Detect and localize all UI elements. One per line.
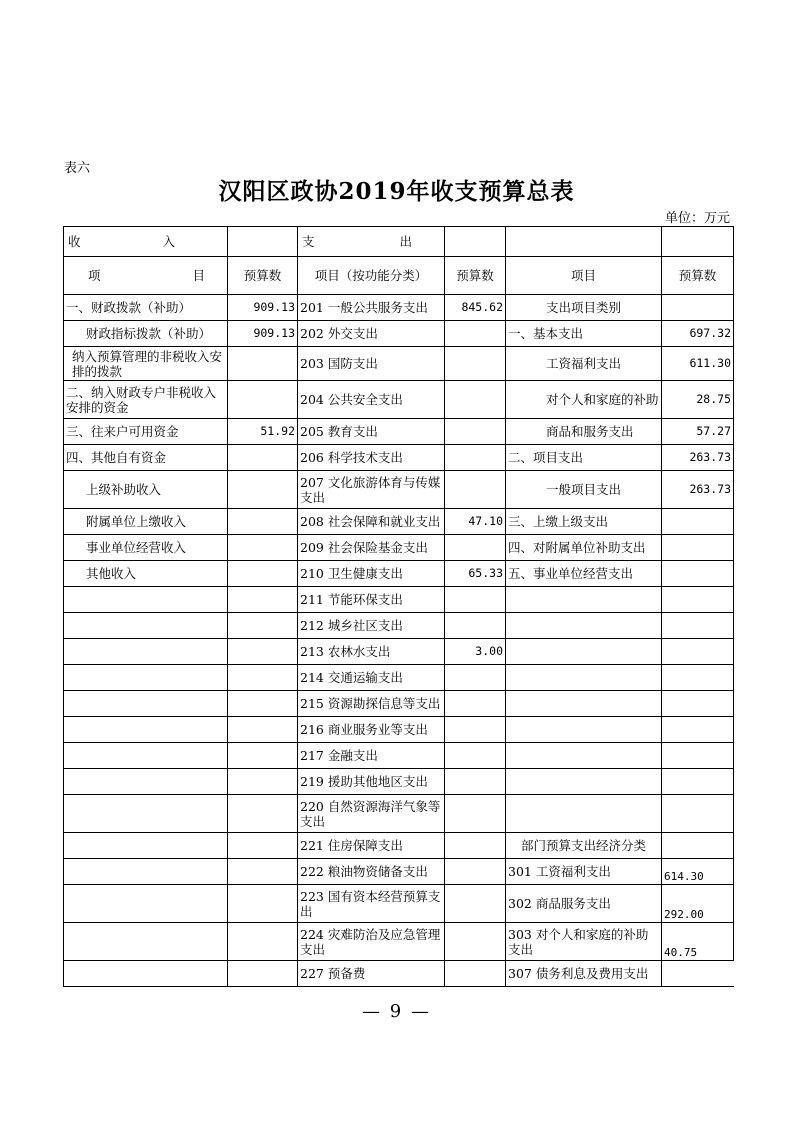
page-number: — 9 — — [362, 1001, 431, 1022]
row-func-value: 3.00 — [445, 639, 506, 665]
row-project-value: 57.27 — [662, 419, 734, 445]
row-project-value: 28.75 — [662, 381, 734, 419]
row-project-value — [662, 743, 734, 769]
row-func-item: 205 教育支出 — [298, 419, 445, 445]
row-func-value — [445, 321, 506, 347]
row-income-value — [228, 743, 298, 769]
row-func-value — [445, 691, 506, 717]
table-row — [64, 321, 734, 347]
row-income-value — [228, 691, 298, 717]
row-project-value — [662, 665, 734, 691]
row-income-item — [64, 691, 228, 717]
row-income-item: 上级补助收入 — [64, 471, 228, 509]
row-func-item: 208 社会保障和就业支出 — [298, 509, 445, 535]
row-income-item: 附属单位上缴收入 — [64, 509, 228, 535]
row-func-item: 215 资源勘探信息等支出 — [298, 691, 445, 717]
row-project-item: 二、项目支出 — [506, 445, 662, 471]
row-func-value — [445, 859, 506, 885]
header-item-char-2: 目 — [192, 268, 205, 283]
row-project-value — [662, 509, 734, 535]
row-func-item: 202 外交支出 — [298, 321, 445, 347]
row-income-item — [64, 665, 228, 691]
row-income-value — [228, 509, 298, 535]
row-project-item — [506, 795, 662, 833]
row-income-value — [228, 795, 298, 833]
row-project-value: 263.73 — [662, 445, 734, 471]
header-empty-2 — [445, 227, 506, 257]
row-income-value — [228, 665, 298, 691]
unit-label: 单位：万元 — [664, 211, 730, 226]
table-row — [64, 691, 734, 717]
table-row — [64, 535, 734, 561]
row-income-item — [64, 859, 228, 885]
row-project-value — [662, 795, 734, 833]
row-income-item — [64, 717, 228, 743]
row-func-value — [445, 535, 506, 561]
row-project-item: 工资福利支出 — [506, 347, 662, 381]
header-func-item: 项目（按功能分类） — [298, 257, 445, 295]
row-project-value: 611.30 — [662, 347, 734, 381]
row-func-value: 845.62 — [445, 295, 506, 321]
row-income-item — [64, 743, 228, 769]
header-item-char-1: 项 — [88, 268, 101, 283]
table-row — [64, 613, 734, 639]
row-income-item: 事业单位经营收入 — [64, 535, 228, 561]
table-row — [64, 859, 734, 885]
row-project-item: 三、上缴上级支出 — [506, 509, 662, 535]
row-income-item — [64, 613, 228, 639]
row-income-item: 财政指标拨款（补助） — [64, 321, 228, 347]
row-func-item: 220 自然资源海洋气象等支出 — [298, 795, 445, 833]
row-income-item — [64, 885, 228, 923]
row-income-value — [228, 445, 298, 471]
table-row — [64, 961, 734, 987]
row-func-value — [445, 795, 506, 833]
row-project-item — [506, 769, 662, 795]
row-project-item: 302 商品服务支出 — [506, 885, 662, 923]
row-func-item: 221 住房保障支出 — [298, 833, 445, 859]
row-income-item — [64, 587, 228, 613]
row-income-value — [228, 561, 298, 587]
row-income-item — [64, 795, 228, 833]
table-row — [64, 743, 734, 769]
row-func-item: 219 援助其他地区支出 — [298, 769, 445, 795]
row-income-value — [228, 885, 298, 923]
table-row — [64, 471, 734, 509]
row-income-item — [64, 639, 228, 665]
row-project-item: 商品和服务支出 — [506, 419, 662, 445]
row-income-value: 909.13 — [228, 295, 298, 321]
row-func-value — [445, 923, 506, 961]
row-project-item: 对个人和家庭的补助 — [506, 381, 662, 419]
row-project-value: 40.75 — [662, 923, 734, 961]
table-row — [64, 347, 734, 381]
row-project-value — [662, 295, 734, 321]
row-func-item: 222 粮油物资储备支出 — [298, 859, 445, 885]
table-row — [64, 509, 734, 535]
row-project-item — [506, 743, 662, 769]
table-row — [64, 717, 734, 743]
header-budget-1: 预算数 — [228, 257, 298, 295]
row-func-value — [445, 665, 506, 691]
row-income-value — [228, 471, 298, 509]
row-func-value — [445, 743, 506, 769]
row-project-item — [506, 717, 662, 743]
row-project-item: 303 对个人和家庭的补助支出 — [506, 923, 662, 961]
row-income-item — [64, 923, 228, 961]
row-func-item: 212 城乡社区支出 — [298, 613, 445, 639]
row-income-value — [228, 347, 298, 381]
table-row — [64, 587, 734, 613]
row-func-value — [445, 419, 506, 445]
row-income-item: 一、财政拨款（补助） — [64, 295, 228, 321]
row-func-item: 223 国有资本经营预算支出 — [298, 885, 445, 923]
row-func-value — [445, 961, 506, 987]
row-project-item: 301 工资福利支出 — [506, 859, 662, 885]
row-project-item — [506, 613, 662, 639]
row-project-value — [662, 769, 734, 795]
row-project-item — [506, 587, 662, 613]
row-func-value — [445, 587, 506, 613]
row-income-value: 51.92 — [228, 419, 298, 445]
row-project-item: 307 债务利息及费用支出 — [506, 961, 662, 987]
header-row-1 — [64, 227, 734, 257]
header-project: 项目 — [506, 257, 662, 295]
row-func-value — [445, 833, 506, 859]
table-row — [64, 419, 734, 445]
row-func-item: 201 一般公共服务支出 — [298, 295, 445, 321]
row-project-value: 263.73 — [662, 471, 734, 509]
row-income-value — [228, 587, 298, 613]
table-row — [64, 295, 734, 321]
row-income-item: 三、往来户可用资金 — [64, 419, 228, 445]
row-project-value — [662, 717, 734, 743]
row-func-item: 217 金融支出 — [298, 743, 445, 769]
row-income-value — [228, 859, 298, 885]
row-income-item: 四、其他自有资金 — [64, 445, 228, 471]
row-project-value: 292.00 — [662, 885, 734, 923]
row-project-item — [506, 691, 662, 717]
row-func-value — [445, 769, 506, 795]
row-income-item — [64, 833, 228, 859]
row-func-value — [445, 347, 506, 381]
row-income-value — [228, 639, 298, 665]
header-income — [64, 227, 228, 257]
header-expense-char-1: 支 — [302, 234, 315, 249]
row-project-item — [506, 639, 662, 665]
row-income-value — [228, 381, 298, 419]
row-project-value: 614.30 — [662, 859, 734, 885]
row-income-value — [228, 535, 298, 561]
row-income-value — [228, 961, 298, 987]
row-func-item: 213 农林水支出 — [298, 639, 445, 665]
table-label: 表六 — [64, 161, 91, 176]
row-project-value — [662, 587, 734, 613]
row-func-item: 207 文化旅游体育与传媒支出 — [298, 471, 445, 509]
row-income-value — [228, 923, 298, 961]
page-title: 汉阳区政协2019年收支预算总表 — [218, 178, 575, 205]
row-project-item — [506, 665, 662, 691]
row-income-value — [228, 613, 298, 639]
table-row — [64, 795, 734, 833]
row-func-item: 209 社会保险基金支出 — [298, 535, 445, 561]
table-row — [64, 833, 734, 859]
header-expense-char-2: 出 — [399, 234, 412, 249]
row-project-value — [662, 833, 734, 859]
table-row — [64, 381, 734, 419]
row-project-value — [662, 561, 734, 587]
row-func-value: 47.10 — [445, 509, 506, 535]
row-project-item: 四、对附属单位补助支出 — [506, 535, 662, 561]
table-row — [64, 665, 734, 691]
row-income-item: 其他收入 — [64, 561, 228, 587]
row-project-value — [662, 639, 734, 665]
header-row-2 — [64, 257, 734, 295]
row-income-item: 二、纳入财政专户非税收入安排的资金 — [64, 381, 228, 419]
header-expense — [298, 227, 445, 257]
table-row — [64, 639, 734, 665]
row-func-item: 224 灾难防治及应急管理支出 — [298, 923, 445, 961]
header-income-char-1: 收 — [68, 234, 81, 249]
row-func-item: 211 节能环保支出 — [298, 587, 445, 613]
row-income-value — [228, 769, 298, 795]
row-income-value: 909.13 — [228, 321, 298, 347]
row-income-item: 纳入预算管理的非税收入安排的拨款 — [64, 347, 228, 381]
header-empty-4 — [662, 227, 734, 257]
row-project-item: 五、事业单位经营支出 — [506, 561, 662, 587]
header-budget-3: 预算数 — [662, 257, 734, 295]
row-func-item: 206 科学技术支出 — [298, 445, 445, 471]
row-func-value — [445, 613, 506, 639]
row-project-item: 部门预算支出经济分类 — [506, 833, 662, 859]
row-func-item: 204 公共安全支出 — [298, 381, 445, 419]
row-func-item: 227 预备费 — [298, 961, 445, 987]
row-func-value — [445, 445, 506, 471]
table-row — [64, 445, 734, 471]
row-income-item — [64, 961, 228, 987]
row-project-value — [662, 691, 734, 717]
row-func-item: 214 交通运输支出 — [298, 665, 445, 691]
row-income-value — [228, 833, 298, 859]
table-row — [64, 885, 734, 923]
row-project-item: 一般项目支出 — [506, 471, 662, 509]
row-income-item — [64, 769, 228, 795]
table-row — [64, 923, 734, 961]
row-project-item: 支出项目类别 — [506, 295, 662, 321]
row-func-item: 203 国防支出 — [298, 347, 445, 381]
row-func-item: 216 商业服务业等支出 — [298, 717, 445, 743]
row-func-value — [445, 885, 506, 923]
row-project-item: 一、基本支出 — [506, 321, 662, 347]
header-item — [64, 257, 228, 295]
table-row — [64, 769, 734, 795]
header-empty-1 — [228, 227, 298, 257]
table-row — [64, 561, 734, 587]
row-project-value — [662, 961, 734, 987]
row-project-value — [662, 535, 734, 561]
row-project-value — [662, 613, 734, 639]
row-func-value — [445, 471, 506, 509]
header-budget-2: 预算数 — [445, 257, 506, 295]
row-project-value: 697.32 — [662, 321, 734, 347]
header-income-char-2: 入 — [162, 234, 175, 249]
header-empty-3 — [506, 227, 662, 257]
row-func-value: 65.33 — [445, 561, 506, 587]
row-func-value — [445, 717, 506, 743]
row-func-item: 210 卫生健康支出 — [298, 561, 445, 587]
row-func-value — [445, 381, 506, 419]
table-body — [64, 295, 734, 987]
budget-table — [63, 226, 734, 987]
row-income-value — [228, 717, 298, 743]
